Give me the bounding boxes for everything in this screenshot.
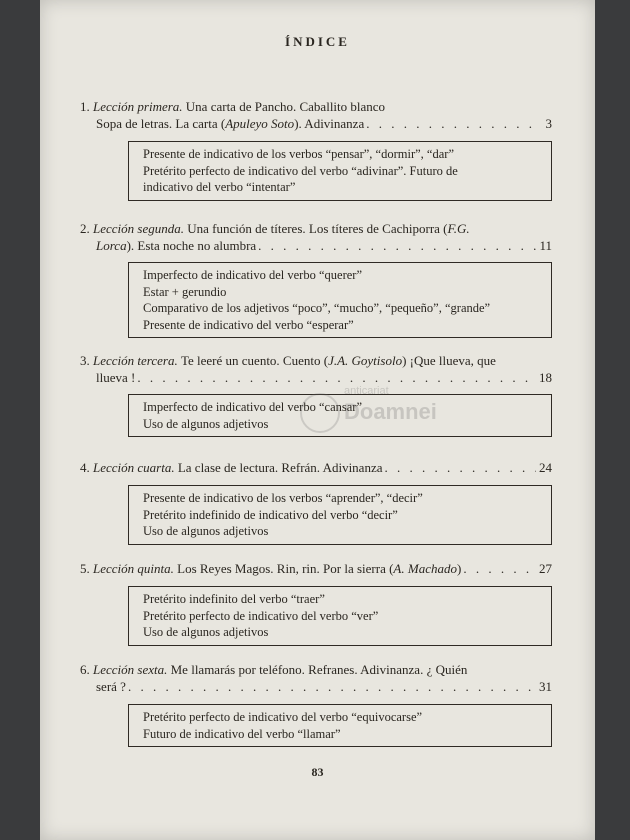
lesson-entry-2: 2. Lección segunda. Una función de títeres. Los títeres de Cachiporra ( F.G. Lorca ). Esta noche no alumbra . . . 11 (80, 220, 552, 254)
lesson-title: Lección primera. (93, 99, 183, 114)
page-ref: 3 (545, 116, 552, 131)
leader-dots (385, 459, 537, 476)
leader-dots (258, 237, 536, 254)
lesson-entry-3: 3. Lección tercera. Te leeré un cuento. Cuento ( J.A. Goytisolo ) ¡Que llueva, que llueva ! . . . 18 (80, 352, 552, 386)
leader-dots (366, 115, 536, 132)
page-ref: 18 (539, 370, 552, 385)
watermark-text-main: Doamnei (344, 399, 437, 424)
grammar-box-3: Imperfecto de indicativo del verbo “cansar” Uso de algunos adjetivos (128, 394, 552, 437)
watermark (300, 385, 437, 435)
grammar-box-5: Pretérito indefinito del verbo “traer” Pretérito perfecto de indicativo del verbo “ver” Uso de algunos adjetivos (128, 586, 552, 646)
leader-dots (137, 369, 536, 386)
page-ref: 27 (539, 561, 552, 576)
topic-line: Pretérito perfecto de indicativo del verbo “adivinar”. Futuro de (143, 163, 458, 178)
topic-line: Presente de indicativo de los verbos “pensar”, “dormir”, “dar” (143, 147, 454, 161)
watermark-text-top: anticariat (344, 385, 389, 397)
page-ref: 24 (539, 460, 552, 475)
lesson-contents: Una carta de Pancho. Caballito blanco (185, 99, 386, 114)
grammar-box-2: Imperfecto de indicativo del verbo “querer” Estar + gerundio Comparativo de los adjetivos “poco”, “mucho”, “pequeño”, “grande” Presente de indicativo del verbo “esperar” (128, 262, 552, 338)
watermark-logo-icon (300, 393, 340, 433)
lesson-entry-6: 6. Lección sexta. Me llamarás por teléfono. Refranes. Adivinanza. ¿ Quién será ? . . . 31 (80, 661, 552, 695)
leader-dots (463, 560, 536, 577)
topic-line: indicativo del verbo “intentar” (143, 180, 296, 194)
grammar-box-6: Pretérito perfecto de indicativo del verbo “equivocarse” Futuro de indicativo del verbo “llamar” (128, 704, 552, 747)
lesson-entry-1: 1. Lección primera. Una carta de Pancho. Caballito blanco Sopa de letras. La carta ( Apuleyo Soto ). Adivinanza . . . 3 (80, 98, 552, 132)
page-title: ÍNDICE (285, 34, 350, 49)
lesson-number: 1. (80, 99, 90, 114)
page-ref: 31 (539, 679, 552, 694)
page-number: 83 (311, 765, 324, 779)
lesson-entry-4: 4. Lección cuarta. La clase de lectura. Refrán. Adivinanza . . . 24 (80, 459, 552, 476)
grammar-box-1 (128, 141, 552, 201)
leader-dots (128, 678, 536, 695)
lesson-entry-5: 5. Lección quinta. Los Reyes Magos. Rin, rin. Por la sierra ( A. Machado ) . . . 27 (80, 560, 552, 577)
book-page (40, 0, 595, 840)
page-ref: 11 (539, 238, 552, 253)
grammar-box-4: Presente de indicativo de los verbos “aprender”, “decir” Pretérito indefinido de indicativo del verbo “decir” Uso de algunos adjetivos (128, 485, 552, 545)
